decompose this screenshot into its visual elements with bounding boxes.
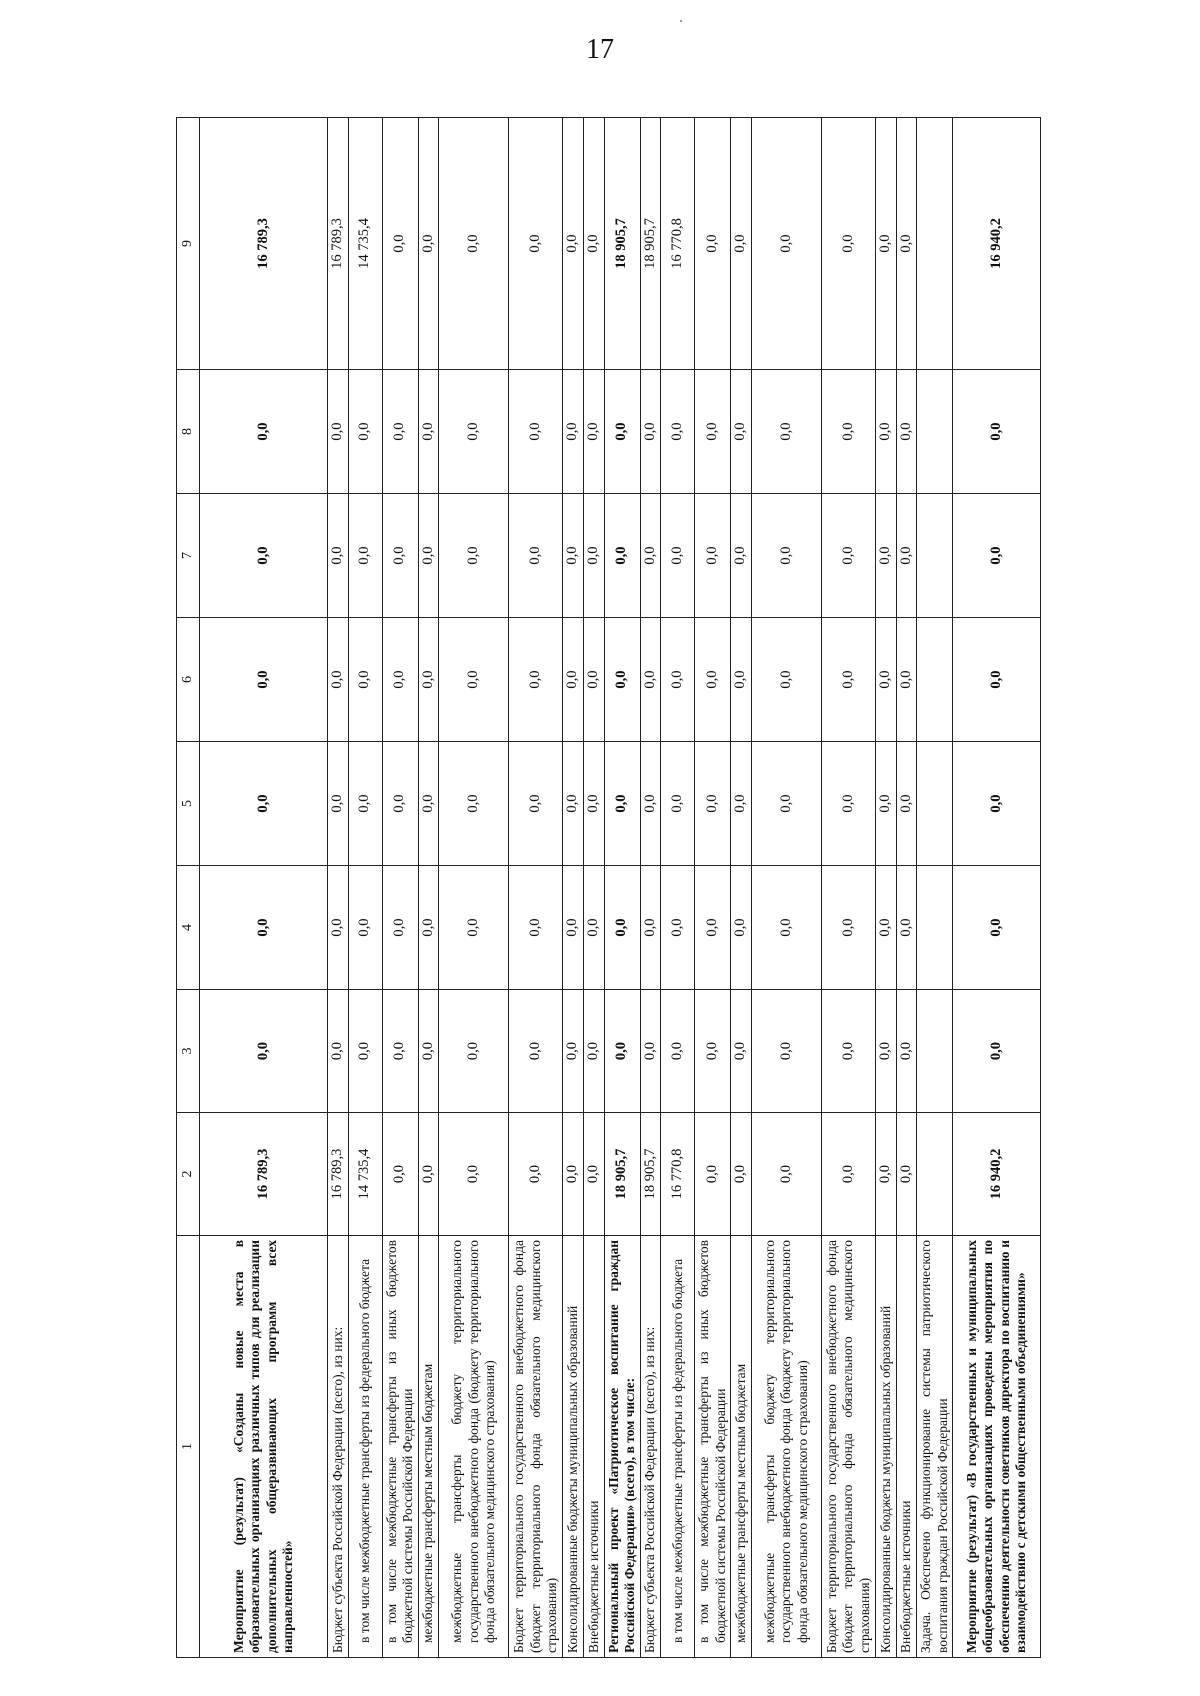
row-label: Бюджет субъекта Российской Федерации (всего), из них: [640, 1236, 661, 1658]
table-row [640, 118, 661, 1658]
cell-value: 0,0 [348, 370, 382, 494]
cell-value: 0,0 [695, 742, 731, 866]
cell-value: 0,0 [348, 618, 382, 742]
cell-value: 0,0 [348, 866, 382, 990]
cell-value: 0,0 [731, 118, 752, 370]
cell-value: 0,0 [439, 370, 509, 494]
cell-value: 0,0 [604, 370, 640, 494]
cell-value: 0,0 [695, 1113, 731, 1236]
cell-value [917, 1113, 953, 1236]
cell-value: 18 905,7 [604, 1113, 640, 1236]
cell-value: 0,0 [751, 118, 821, 370]
cell-value: 16 789,3 [328, 118, 349, 370]
cell-value: 0,0 [584, 494, 605, 618]
cell-value: 0,0 [509, 990, 563, 1113]
cell-value: 0,0 [661, 990, 695, 1113]
cell-value [917, 742, 953, 866]
cell-value: 0,0 [821, 1113, 875, 1236]
table-row [953, 118, 1041, 1658]
cell-value: 0,0 [875, 494, 896, 618]
cell-value: 0,0 [731, 742, 752, 866]
budget-table [176, 117, 1041, 1658]
cell-value: 0,0 [875, 370, 896, 494]
cell-value: 0,0 [695, 618, 731, 742]
cell-value: 0,0 [695, 370, 731, 494]
cell-value: 0,0 [382, 370, 418, 494]
cell-value: 0,0 [584, 618, 605, 742]
cell-value [917, 118, 953, 370]
cell-value: 0,0 [661, 742, 695, 866]
cell-value: 0,0 [200, 990, 328, 1113]
table-row [875, 118, 896, 1658]
cell-value: 0,0 [418, 866, 439, 990]
cell-value: 0,0 [584, 866, 605, 990]
cell-value: 0,0 [328, 494, 349, 618]
cell-value: 16 940,2 [953, 118, 1041, 370]
cell-value: 0,0 [953, 742, 1041, 866]
cell-value: 0,0 [821, 742, 875, 866]
cell-value: 0,0 [821, 118, 875, 370]
cell-value: 0,0 [328, 742, 349, 866]
table-row [695, 118, 731, 1658]
cell-value: 18 905,7 [640, 118, 661, 370]
cell-value: 0,0 [200, 866, 328, 990]
cell-value: 0,0 [509, 866, 563, 990]
table-row [584, 118, 605, 1658]
cell-value: 0,0 [439, 742, 509, 866]
cell-value: 0,0 [439, 990, 509, 1113]
cell-value: 0,0 [640, 370, 661, 494]
cell-value: 0,0 [731, 1113, 752, 1236]
cell-value: 0,0 [821, 494, 875, 618]
cell-value: 0,0 [563, 742, 584, 866]
cell-value: 0,0 [896, 866, 917, 990]
cell-value: 0,0 [509, 494, 563, 618]
cell-value: 0,0 [821, 866, 875, 990]
cell-value: 0,0 [418, 118, 439, 370]
row-label: Внебюджетные источники [584, 1236, 605, 1658]
table-row [382, 118, 418, 1658]
column-header-7: 7 [177, 494, 200, 618]
cell-value: 0,0 [731, 370, 752, 494]
column-header-3: 3 [177, 990, 200, 1113]
cell-value: 0,0 [604, 494, 640, 618]
table-row [328, 118, 349, 1658]
cell-value: 0,0 [509, 118, 563, 370]
row-label: в том числе межбюджетные трансферты из федерального бюджета [348, 1236, 382, 1658]
row-label: межбюджетные трансферты бюджету территориального государственного внебюджетного фонда (бюджету территориального фонда обязательного медицинского страхования) [439, 1236, 509, 1658]
column-header-2: 2 [177, 1113, 200, 1236]
table-row [896, 118, 917, 1658]
table-row [661, 118, 695, 1658]
row-label: в том числе межбюджетные трансферты из иных бюджетов бюджетной системы Российской Федерации [695, 1236, 731, 1658]
scan-artifact [680, 20, 682, 22]
cell-value: 0,0 [953, 618, 1041, 742]
cell-value: 14 735,4 [348, 118, 382, 370]
cell-value: 0,0 [953, 370, 1041, 494]
cell-value: 0,0 [640, 618, 661, 742]
cell-value: 0,0 [382, 742, 418, 866]
table-row [731, 118, 752, 1658]
cell-value: 0,0 [563, 118, 584, 370]
table-row [917, 118, 953, 1658]
column-header-4: 4 [177, 866, 200, 990]
cell-value [917, 990, 953, 1113]
cell-value: 0,0 [751, 618, 821, 742]
cell-value: 0,0 [348, 494, 382, 618]
cell-value: 0,0 [382, 618, 418, 742]
cell-value: 0,0 [382, 866, 418, 990]
table-row [439, 118, 509, 1658]
cell-value: 0,0 [200, 618, 328, 742]
cell-value: 0,0 [328, 618, 349, 742]
cell-value: 0,0 [418, 742, 439, 866]
column-header-6: 6 [177, 618, 200, 742]
cell-value: 16 770,8 [661, 1113, 695, 1236]
cell-value: 0,0 [584, 990, 605, 1113]
cell-value: 0,0 [695, 990, 731, 1113]
cell-value: 0,0 [953, 990, 1041, 1113]
cell-value [917, 866, 953, 990]
cell-value [917, 370, 953, 494]
cell-value: 0,0 [604, 742, 640, 866]
cell-value: 0,0 [563, 866, 584, 990]
cell-value: 0,0 [896, 118, 917, 370]
cell-value: 0,0 [640, 990, 661, 1113]
page-number: 17 [586, 34, 614, 65]
cell-value: 0,0 [328, 370, 349, 494]
cell-value: 0,0 [604, 866, 640, 990]
cell-value: 0,0 [200, 370, 328, 494]
row-label: Консолидированные бюджеты муниципальных образований [563, 1236, 584, 1658]
cell-value: 0,0 [584, 1113, 605, 1236]
cell-value: 14 735,4 [348, 1113, 382, 1236]
cell-value: 0,0 [875, 618, 896, 742]
cell-value: 0,0 [563, 1113, 584, 1236]
cell-value: 0,0 [731, 494, 752, 618]
cell-value: 0,0 [382, 118, 418, 370]
cell-value: 0,0 [439, 866, 509, 990]
cell-value: 16 789,3 [200, 1113, 328, 1236]
cell-value: 0,0 [875, 1113, 896, 1236]
row-label: Внебюджетные источники [896, 1236, 917, 1658]
column-header-1: 1 [177, 1236, 200, 1658]
cell-value: 0,0 [751, 1113, 821, 1236]
table-row [200, 118, 328, 1658]
cell-value: 0,0 [821, 618, 875, 742]
row-label: межбюджетные трансферты местным бюджетам [731, 1236, 752, 1658]
cell-value: 16 789,3 [328, 1113, 349, 1236]
cell-value: 0,0 [418, 618, 439, 742]
cell-value: 0,0 [875, 866, 896, 990]
row-label: Мероприятие (результат) «В государственных и муниципальных общеобразовательных организациях проведены мероприятия по обеспечению деятельности советников директора по воспитанию и взаимодействию с детскими общественными объединениями» [953, 1236, 1041, 1658]
table-row [418, 118, 439, 1658]
cell-value: 0,0 [640, 742, 661, 866]
cell-value: 0,0 [751, 742, 821, 866]
cell-value: 0,0 [661, 866, 695, 990]
cell-value: 0,0 [418, 990, 439, 1113]
cell-value: 0,0 [439, 618, 509, 742]
cell-value: 0,0 [584, 742, 605, 866]
cell-value: 0,0 [896, 1113, 917, 1236]
cell-value: 0,0 [875, 118, 896, 370]
row-label: Бюджет территориального государственного внебюджетного фонда (бюджет территориального фонда обязательного медицинского страхования) [821, 1236, 875, 1658]
cell-value: 0,0 [751, 370, 821, 494]
cell-value: 0,0 [751, 866, 821, 990]
row-label: Региональный проект «Патриотическое воспитание граждан Российской Федерации» (всего), в том числе: [604, 1236, 640, 1658]
cell-value [917, 618, 953, 742]
cell-value: 0,0 [953, 494, 1041, 618]
cell-value: 0,0 [640, 494, 661, 618]
row-label: межбюджетные трансферты бюджету территориального государственного внебюджетного фонда (бюджету территориального фонда обязательного медицинского страхования) [751, 1236, 821, 1658]
cell-value: 0,0 [584, 118, 605, 370]
cell-value: 0,0 [731, 618, 752, 742]
cell-value: 0,0 [382, 990, 418, 1113]
cell-value: 0,0 [604, 618, 640, 742]
cell-value: 0,0 [896, 494, 917, 618]
cell-value: 0,0 [584, 370, 605, 494]
cell-value: 0,0 [563, 370, 584, 494]
cell-value: 0,0 [563, 618, 584, 742]
row-label: Задача. Обеспечено функционирование системы патриотического воспитания граждан Российской Федерации [917, 1236, 953, 1658]
cell-value: 0,0 [382, 1113, 418, 1236]
row-label: Бюджет субъекта Российской Федерации (всего), из них: [328, 1236, 349, 1658]
cell-value: 0,0 [509, 370, 563, 494]
row-label: в том числе межбюджетные трансферты из иных бюджетов бюджетной системы Российской Федерации [382, 1236, 418, 1658]
cell-value: 0,0 [418, 370, 439, 494]
cell-value: 0,0 [509, 742, 563, 866]
cell-value: 0,0 [439, 494, 509, 618]
cell-value: 0,0 [821, 370, 875, 494]
row-label: Консолидированные бюджеты муниципальных образований [875, 1236, 896, 1658]
cell-value: 0,0 [875, 990, 896, 1113]
cell-value: 0,0 [695, 494, 731, 618]
cell-value: 0,0 [896, 990, 917, 1113]
cell-value: 0,0 [563, 990, 584, 1113]
cell-value: 0,0 [896, 618, 917, 742]
cell-value: 0,0 [821, 990, 875, 1113]
table-body [200, 118, 1041, 1658]
header-row [177, 118, 200, 1658]
cell-value: 0,0 [200, 742, 328, 866]
row-label: в том числе межбюджетные трансферты из федерального бюджета [661, 1236, 695, 1658]
cell-value: 0,0 [439, 118, 509, 370]
cell-value: 0,0 [731, 866, 752, 990]
cell-value: 18 905,7 [640, 1113, 661, 1236]
cell-value: 0,0 [328, 990, 349, 1113]
rotated-table-container [176, 118, 1029, 1658]
cell-value [917, 494, 953, 618]
table-row [348, 118, 382, 1658]
cell-value: 0,0 [509, 1113, 563, 1236]
cell-value: 16 789,3 [200, 118, 328, 370]
cell-value: 0,0 [751, 990, 821, 1113]
table-row [604, 118, 640, 1658]
column-header-8: 8 [177, 370, 200, 494]
table-row [509, 118, 563, 1658]
row-label: межбюджетные трансферты местным бюджетам [418, 1236, 439, 1658]
cell-value: 0,0 [661, 494, 695, 618]
cell-value: 18 905,7 [604, 118, 640, 370]
table-row [563, 118, 584, 1658]
cell-value: 16 940,2 [953, 1113, 1041, 1236]
cell-value: 0,0 [328, 866, 349, 990]
cell-value: 0,0 [875, 742, 896, 866]
cell-value: 0,0 [640, 866, 661, 990]
cell-value: 0,0 [200, 494, 328, 618]
cell-value: 16 770,8 [661, 118, 695, 370]
cell-value: 0,0 [661, 370, 695, 494]
cell-value: 0,0 [953, 866, 1041, 990]
cell-value: 0,0 [439, 1113, 509, 1236]
cell-value: 0,0 [695, 866, 731, 990]
column-header-9: 9 [177, 118, 200, 370]
cell-value: 0,0 [751, 494, 821, 618]
column-header-5: 5 [177, 742, 200, 866]
cell-value: 0,0 [896, 370, 917, 494]
row-label: Мероприятие (результат) «Созданы новые места в образовательных организациях различных типов для реализации дополнительных общеразвивающих программ всех направленностей» [200, 1236, 328, 1658]
cell-value: 0,0 [604, 990, 640, 1113]
row-label: Бюджет территориального государственного внебюджетного фонда (бюджет территориального фонда обязательного медицинского страхования) [509, 1236, 563, 1658]
cell-value: 0,0 [348, 742, 382, 866]
cell-value: 0,0 [418, 494, 439, 618]
cell-value: 0,0 [661, 618, 695, 742]
table-row [821, 118, 875, 1658]
cell-value: 0,0 [382, 494, 418, 618]
cell-value: 0,0 [418, 1113, 439, 1236]
table-row [751, 118, 821, 1658]
cell-value: 0,0 [563, 494, 584, 618]
cell-value: 0,0 [896, 742, 917, 866]
cell-value: 0,0 [731, 990, 752, 1113]
cell-value: 0,0 [509, 618, 563, 742]
table-header [177, 118, 200, 1658]
cell-value: 0,0 [348, 990, 382, 1113]
cell-value: 0,0 [695, 118, 731, 370]
